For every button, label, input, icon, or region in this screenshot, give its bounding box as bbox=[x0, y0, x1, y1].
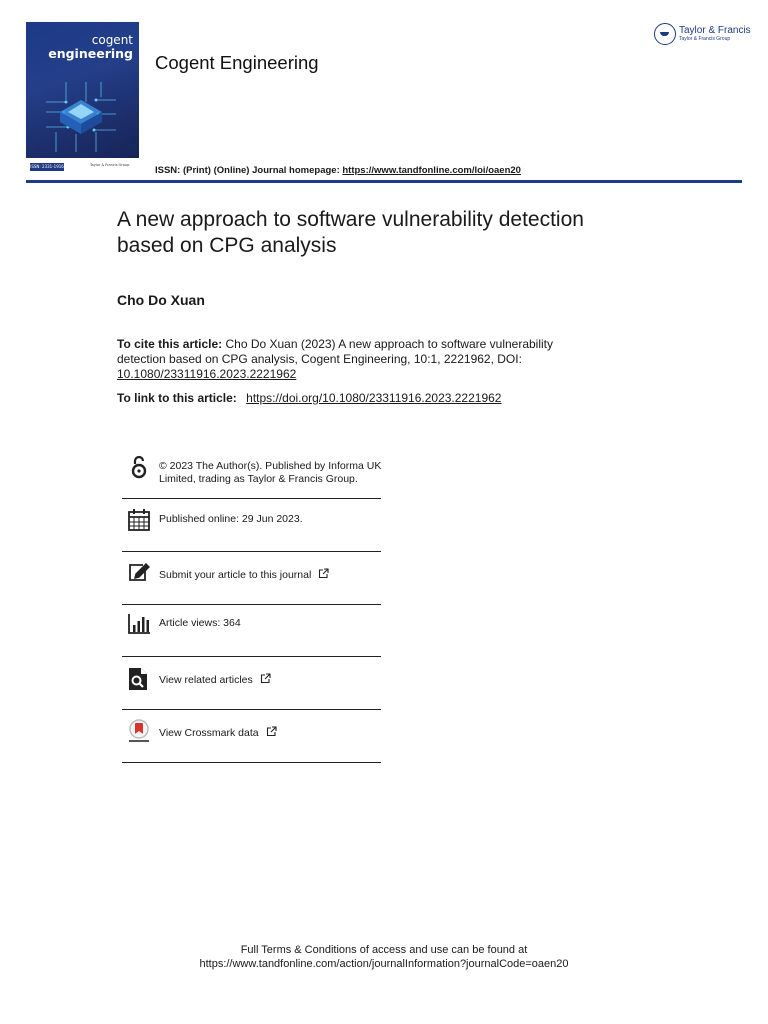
article-author: Cho Do Xuan bbox=[117, 292, 205, 308]
cover-publisher: Taylor & Francis Group bbox=[90, 163, 130, 167]
crossmark-icon bbox=[126, 719, 152, 745]
published-date: Published online: 29 Jun 2023. bbox=[159, 513, 303, 525]
publisher-name: Taylor & Francis bbox=[679, 25, 751, 36]
journal-cover-image bbox=[26, 22, 139, 178]
publisher-subtitle: Taylor & Francis Group bbox=[679, 36, 731, 42]
list-item-published bbox=[122, 499, 381, 552]
article-link-label: To link to this article: bbox=[117, 391, 237, 405]
article-doi-url[interactable]: https://doi.org/10.1080/23311916.2023.2221962 bbox=[246, 391, 502, 405]
cover-title-line2: engineering bbox=[48, 46, 133, 61]
edit-icon bbox=[126, 559, 152, 585]
external-link-icon bbox=[266, 726, 277, 737]
crossmark-link[interactable] bbox=[159, 726, 379, 740]
citation-doi-link[interactable]: 10.1080/23311916.2023.2221962 bbox=[117, 367, 297, 381]
search-document-icon bbox=[126, 666, 152, 692]
journal-homepage-link[interactable]: https://www.tandfonline.com/loi/oaen20 bbox=[342, 165, 521, 176]
issn-prefix: ISSN: (Print) (Online) Journal homepage: bbox=[155, 165, 343, 176]
taylor-francis-lamp-icon bbox=[654, 23, 676, 45]
header-divider bbox=[26, 180, 742, 183]
calendar-icon bbox=[126, 507, 152, 533]
article-title: A new approach to software vulnerability detection based on CPG analysis bbox=[117, 208, 584, 257]
open-access-icon bbox=[126, 454, 152, 480]
journal-name: Cogent Engineering bbox=[155, 52, 319, 73]
list-item-submit[interactable] bbox=[122, 552, 381, 605]
external-link-icon bbox=[260, 673, 271, 684]
related-articles-link[interactable] bbox=[159, 673, 379, 687]
cover-issn: ISSN: 2331-1916 bbox=[30, 164, 64, 169]
external-link-icon bbox=[318, 568, 329, 579]
citation-text: Cho Do Xuan (2023) A new approach to software vulnerability detection based on CPG analysis, Cogent Engineering, 10:1, 2221962, DOI: bbox=[117, 337, 554, 366]
list-item-views bbox=[122, 605, 381, 657]
circuit-chip-icon bbox=[46, 82, 116, 152]
terms-footer bbox=[0, 943, 768, 971]
license-text: © 2023 The Author(s). Published by Informa UK Limited, trading as Taylor & Francis Group. bbox=[159, 460, 382, 485]
citation-block bbox=[117, 337, 587, 382]
taylor-francis-logo bbox=[654, 22, 754, 48]
citation-label: To cite this article: bbox=[117, 337, 223, 351]
article-link-line bbox=[117, 391, 501, 406]
submit-article-label: Submit your article to this journal bbox=[159, 569, 312, 581]
related-articles-label: View related articles bbox=[159, 674, 253, 686]
article-views: Article views: 364 bbox=[159, 617, 241, 629]
submit-article-link[interactable] bbox=[159, 568, 379, 582]
list-item-license bbox=[122, 452, 381, 499]
article-info-list bbox=[122, 452, 381, 763]
terms-footer-line1: Full Terms & Conditions of access and use can be found at bbox=[240, 944, 528, 956]
list-item-related[interactable] bbox=[122, 657, 381, 710]
crossmark-label: View Crossmark data bbox=[159, 727, 259, 739]
cover-title-line1: cogent bbox=[91, 33, 133, 47]
list-item-crossmark[interactable] bbox=[122, 710, 381, 763]
issn-homepage-line bbox=[155, 165, 521, 176]
cover-footer-strip bbox=[26, 158, 139, 178]
terms-footer-url[interactable]: https://www.tandfonline.com/action/journalInformation?journalCode=oaen20 bbox=[199, 958, 569, 970]
bar-chart-icon bbox=[126, 611, 152, 637]
